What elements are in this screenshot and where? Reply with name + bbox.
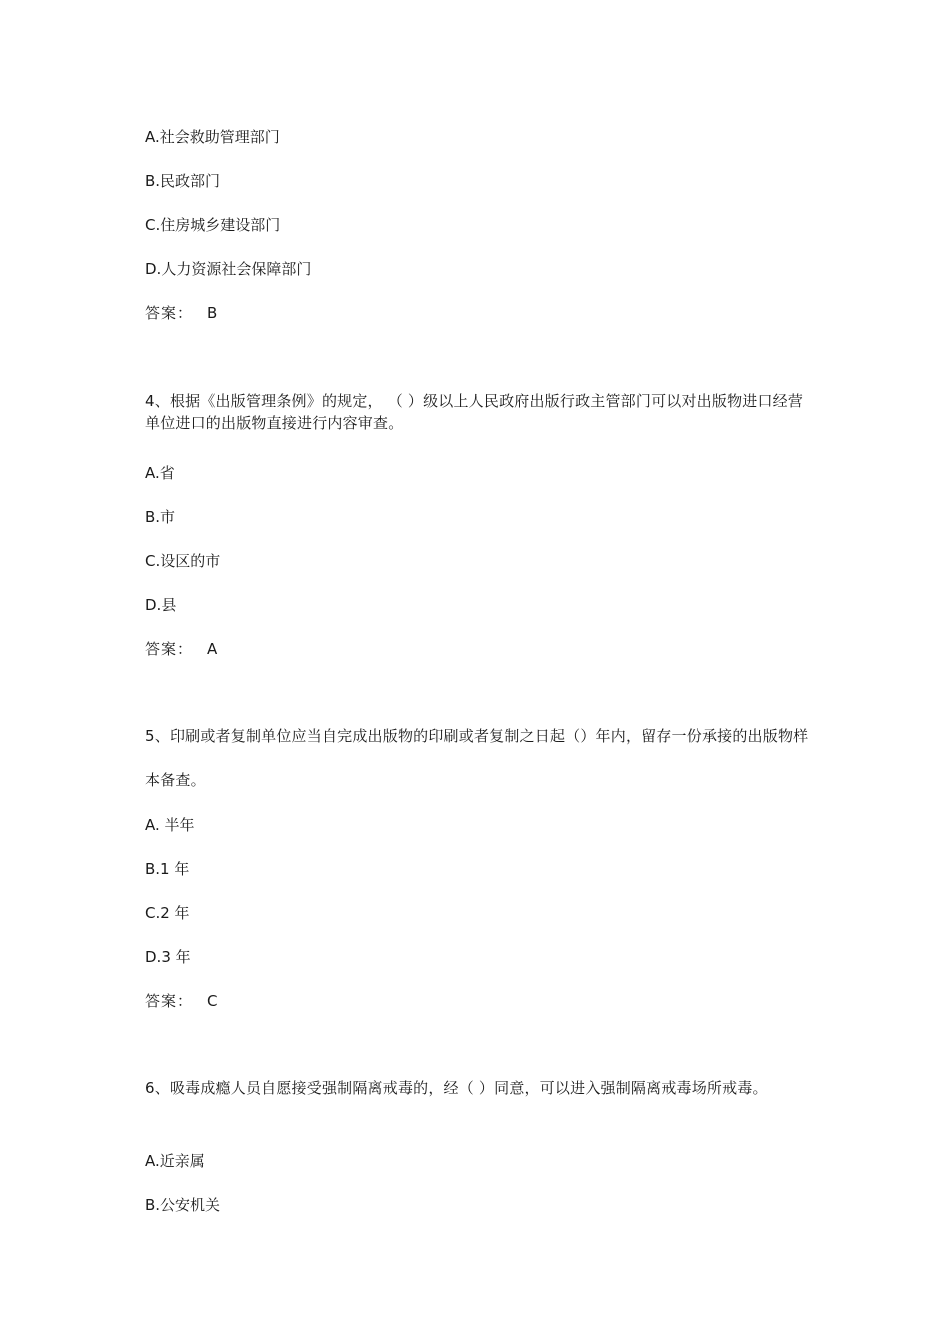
q5-option-b: B.1 年 [145,860,190,878]
q4-question: 4、根据《出版管理条例》的规定， （ ）级以上人民政府出版行政主管部门可以对出版物进口经营单位进口的出版物直接进行内容审查。 [145,392,804,432]
q5-option-a: A. 半年 [145,816,195,834]
q5-answer-label: 答案： [145,992,194,1010]
q3-answer-label: 答案： [145,304,194,322]
q4-option-a: A.省 [145,464,175,482]
q5-option-d: D.3 年 [145,948,191,966]
q3-option-c: C.住房城乡建设部门 [145,216,281,234]
q3-option-b: B.民政部门 [145,172,221,190]
q4-answer [145,638,217,660]
q3-answer [145,302,217,324]
q6-question: 6、吸毒成瘾人员自愿接受强制隔离戒毒的，经（ ）同意，可以进入强制隔离戒毒场所戒毒。 [145,1079,768,1097]
q4-answer-label: 答案： [145,640,194,658]
q5-option-c: C.2 年 [145,904,190,922]
q5-question: 5、印刷或者复制单位应当自完成出版物的印刷或者复制之日起（）年内，留存一份承接的出版物样本备查。 [145,727,809,789]
q5-answer-value: C [207,992,218,1010]
q6-option-b: B.公安机关 [145,1196,221,1214]
q4-option-c: C.设区的市 [145,552,221,570]
q4-option-b: B.市 [145,508,176,526]
q6-option-a: A.近亲属 [145,1152,205,1170]
q5-answer [145,990,218,1012]
q4-option-d: D.县 [145,596,177,614]
q3-option-d: D.人力资源社会保障部门 [145,260,312,278]
q3-answer-value: B [207,304,218,322]
q3-option-a: A.社会救助管理部门 [145,128,280,146]
q4-answer-value: A [207,640,218,658]
